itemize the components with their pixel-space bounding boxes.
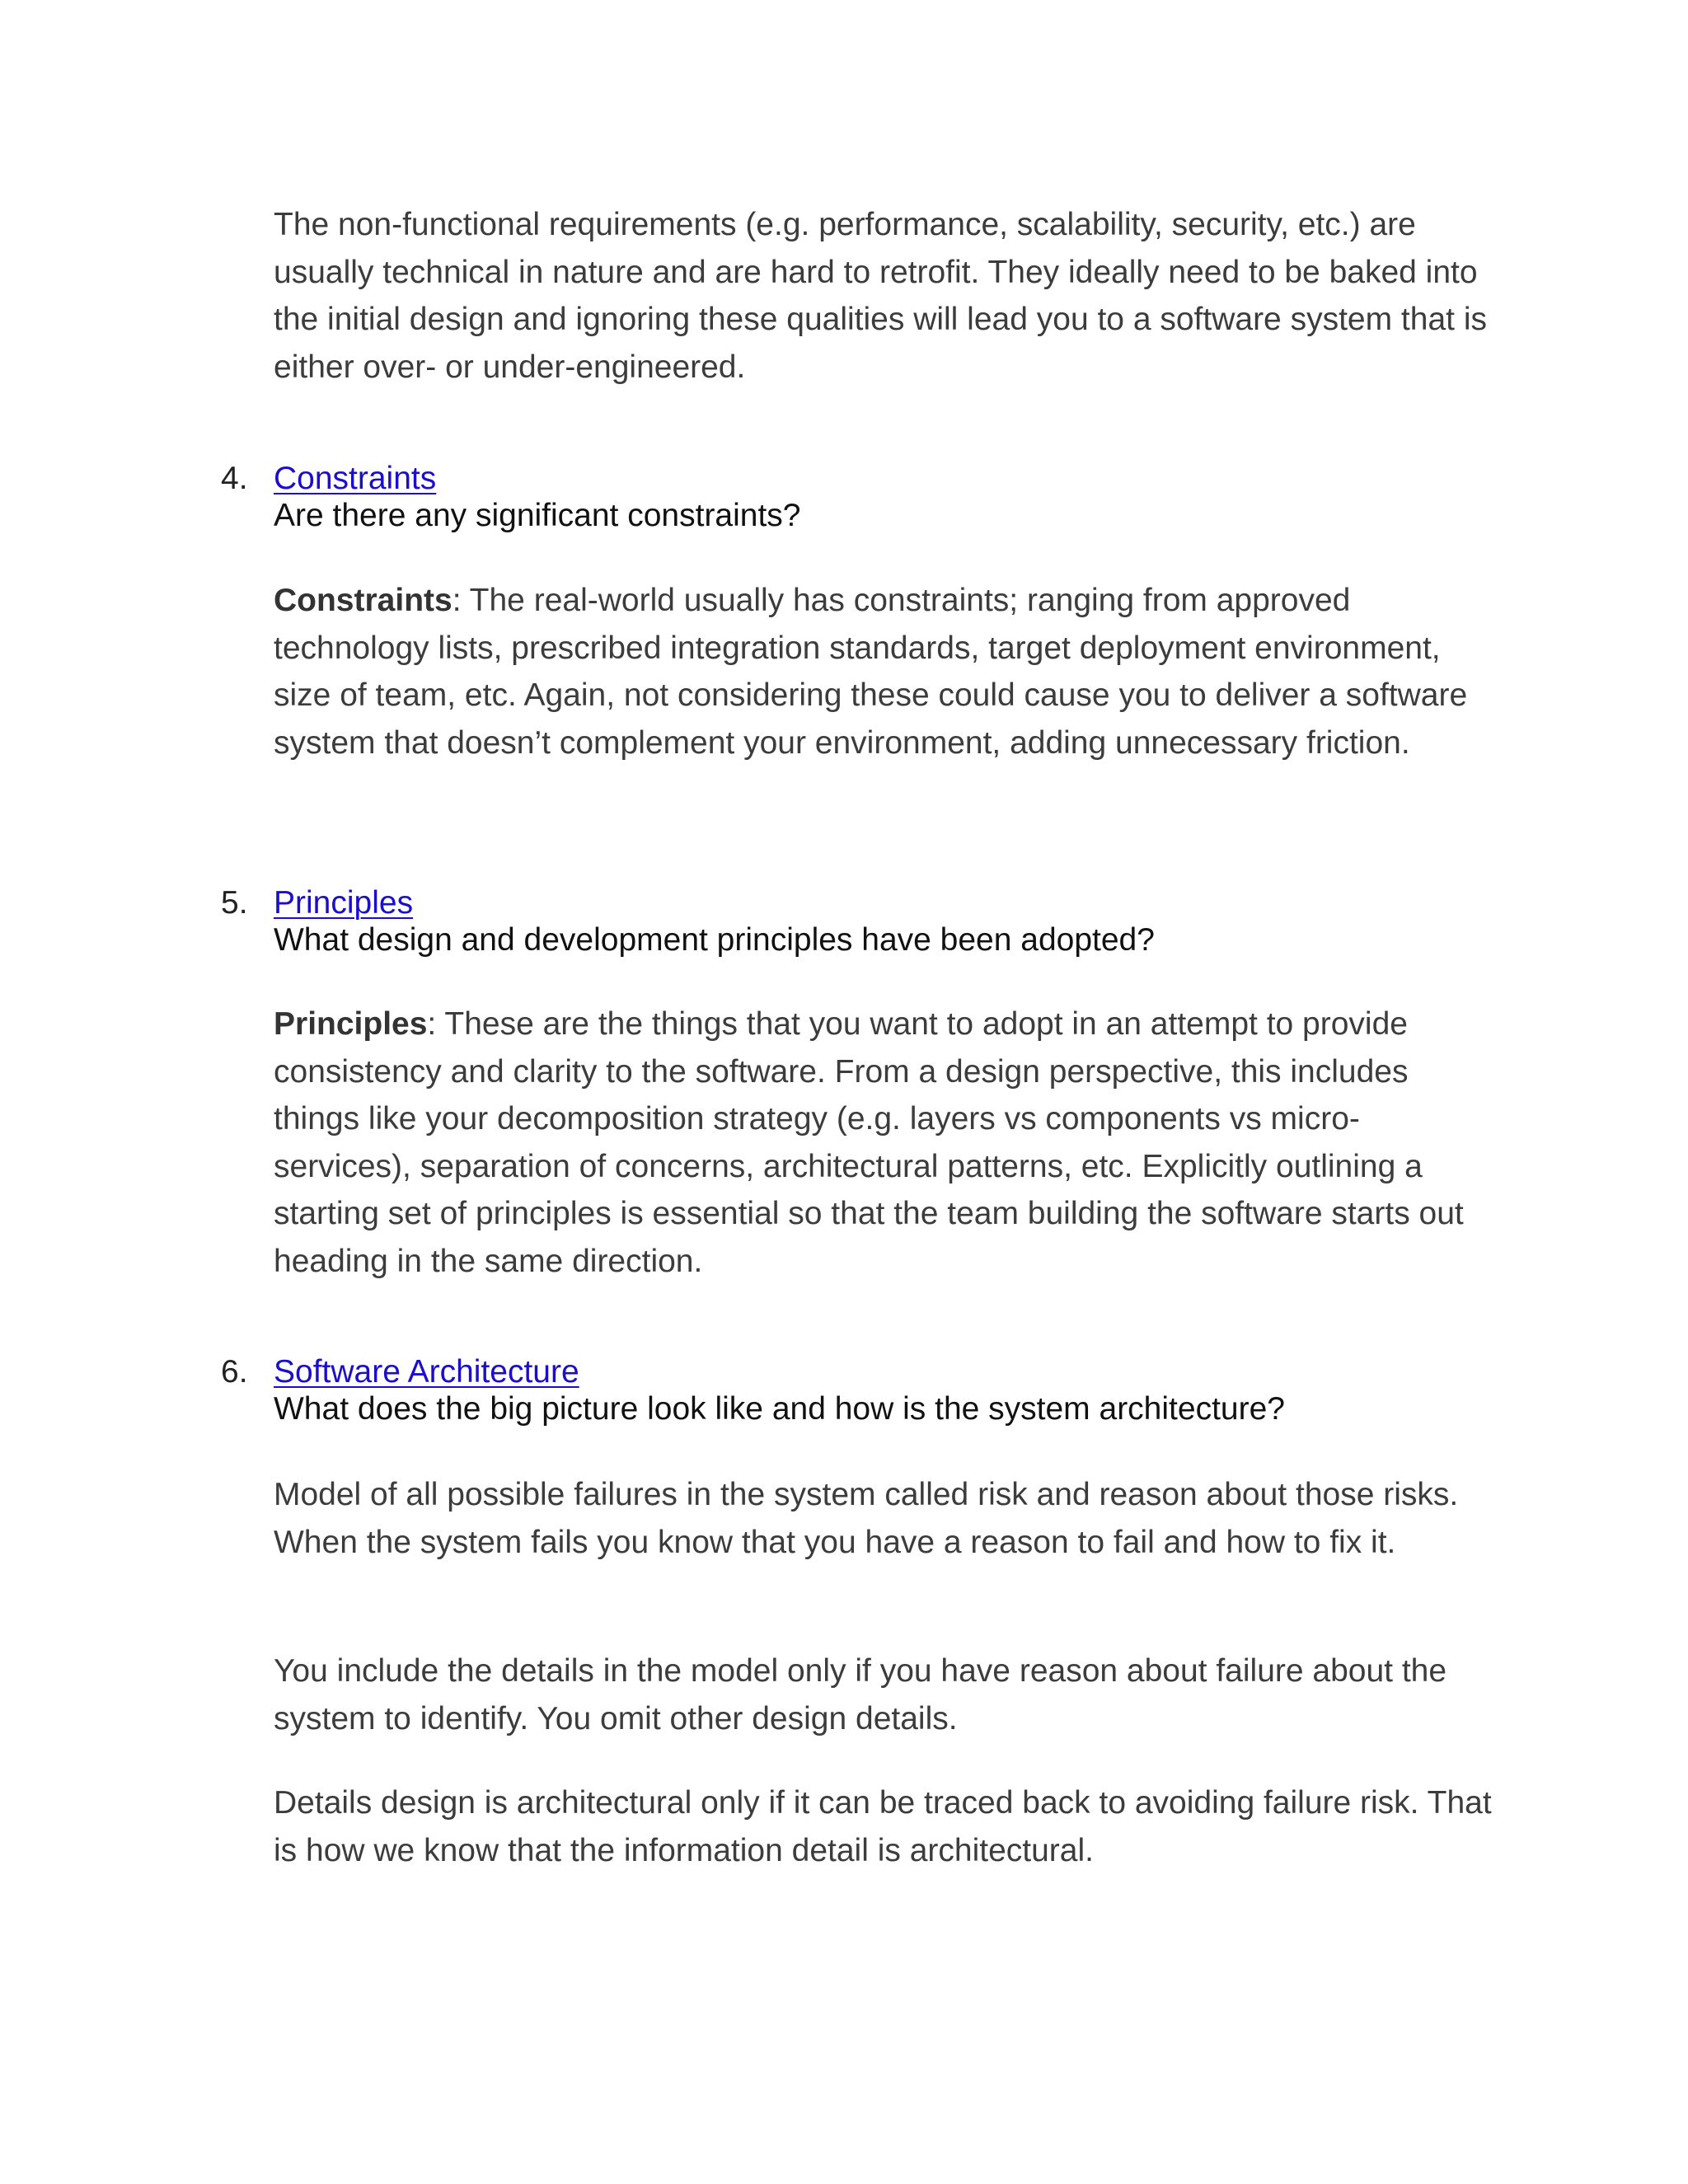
item-question: What design and development principles have been adopted? [274,922,1155,958]
term-description: : These are the things that you want to adopt in an attempt to provide consistency and clarity to the software. From a design perspective, this includes things like your decomposition strategy (e.g. layers vs components vs micro-services), separation of concerns, architectural patterns, etc. Explicitly outlining a starting set of principles is essential so that the team building the software starts out heading in the same direction. [274,1006,1464,1279]
architecture-paragraph-3: Details design is architectural only if it can be traced back to avoiding failure risk. That is how we know that the information detail is architectural. [274,1785,1492,1868]
architecture-paragraph-2: You include the details in the model only if you have reason about failure about the system to identify. You omit other design details. [274,1653,1447,1736]
principles-link[interactable]: Principles [274,885,414,921]
item-question: Are there any significant constraints? [274,498,801,533]
term-label: Constraints [274,583,452,618]
software-architecture-link[interactable]: Software Architecture [274,1354,579,1390]
architecture-paragraph-1: Model of all possible failures in the system called risk and reason about those risks. When the system fails you know that you have a reason to fail and how to fix it. [274,1477,1459,1560]
intro-paragraph: The non-functional requirements (e.g. performance, scalability, security, etc.) are usually technical in nature and are hard to retrofit. They ideally need to be baked into the initial design and ignoring these qualities will lead you to a software system that is either over- or under-engineered. [274,207,1487,385]
term-label: Principles [274,1006,428,1042]
constraints-link[interactable]: Constraints [274,461,437,496]
constraints-paragraph [274,577,1493,766]
principles-paragraph [274,1001,1493,1285]
item-number: 4. [221,461,248,496]
item-number: 5. [221,885,248,921]
item-question: What does the big picture look like and how is the system architecture? [274,1391,1285,1427]
item-number: 6. [221,1354,248,1390]
term-description: : The real-world usually has constraints; ranging from approved technology lists, prescribed integration standards, target deployment environment, size of team, etc. Again, not considering these could cause you to deliver a software system that doesn’t complement your environment, adding unnecessary friction. [274,583,1468,761]
